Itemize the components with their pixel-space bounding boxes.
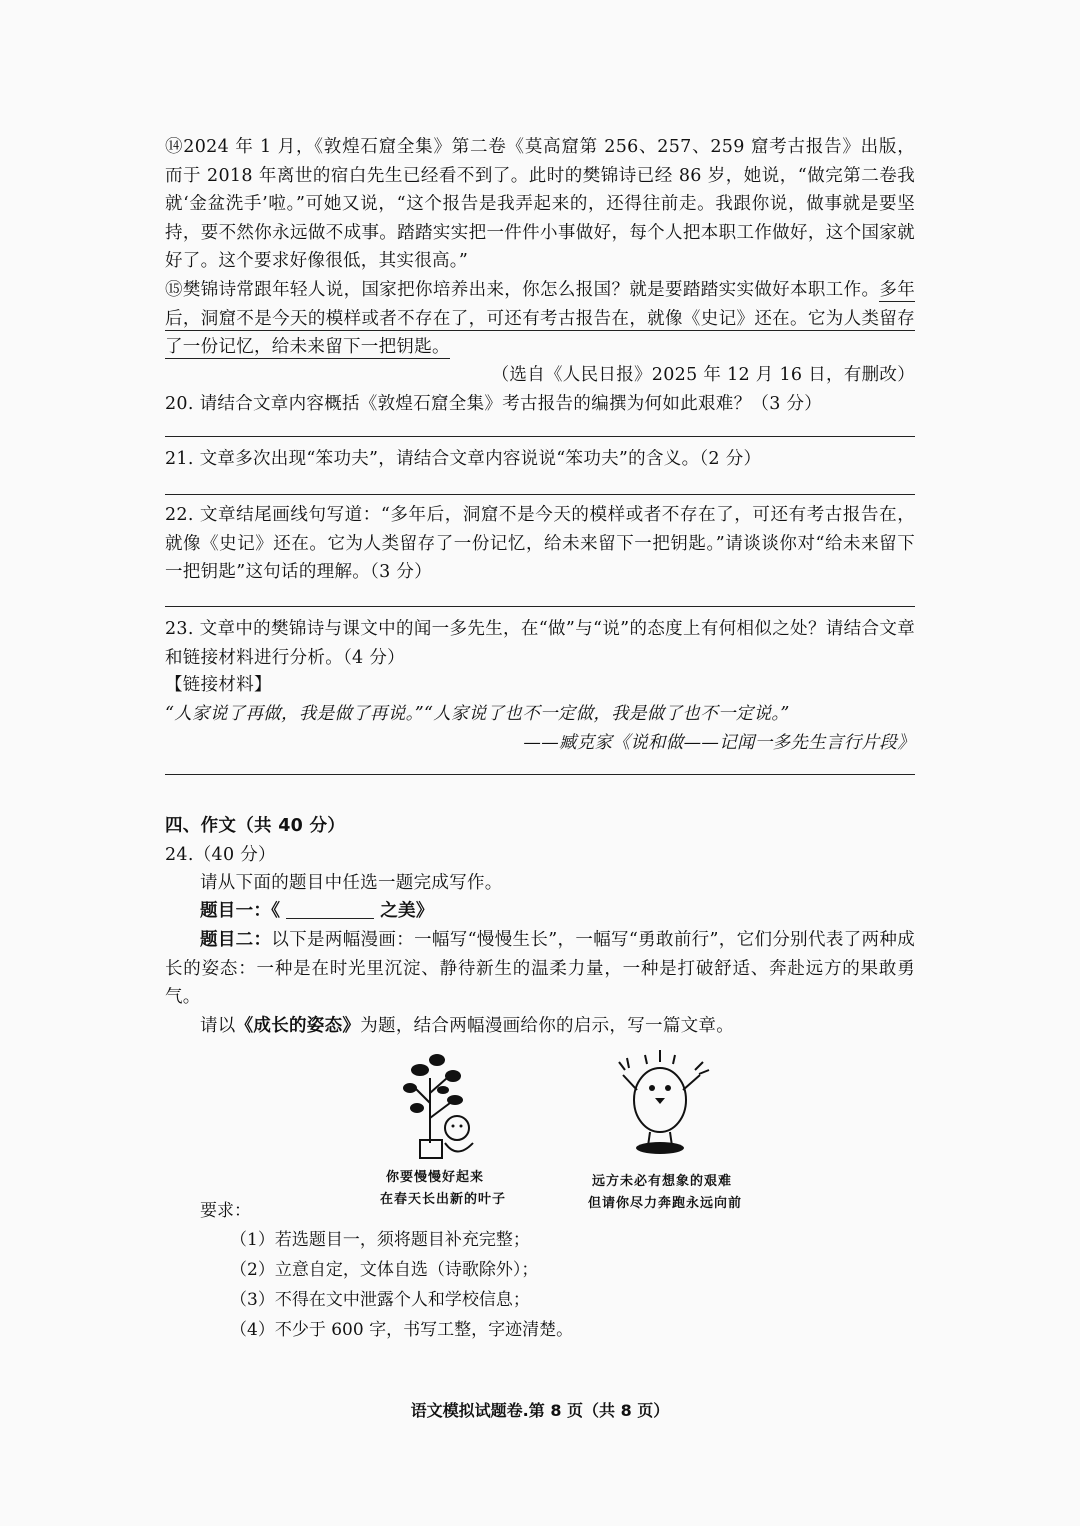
cartoon1-caption-line1: 你要慢慢好起来 bbox=[386, 1170, 485, 1185]
page-footer: 语文模拟试题卷.第 8 页（共 8 页） bbox=[410, 1401, 670, 1420]
topic-two-label: 题目二： bbox=[200, 930, 272, 950]
requirement-4: （4）不少于 600 字，书写工整，字迹清楚。 bbox=[230, 1320, 574, 1340]
paragraph-15 bbox=[165, 276, 915, 362]
topic-one-suffix: 之美》 bbox=[380, 901, 434, 921]
prompt-pre: 请以 bbox=[200, 1016, 236, 1036]
topic-one-label: 题目一：《 bbox=[200, 901, 281, 921]
cartoon-slow-growth bbox=[395, 1048, 495, 1163]
topic-one bbox=[200, 897, 915, 926]
link-material-quote: “人家说了再做，我是做了再说。”“人家说了也不一定做，我是做了也不一定说。” bbox=[165, 704, 790, 724]
question-24: 24.（40 分） bbox=[165, 845, 276, 865]
answer-line-20[interactable] bbox=[165, 436, 915, 437]
passage-source: （选自《人民日报》2025 年 12 月 16 日，有删改） bbox=[491, 365, 915, 385]
answer-line-21[interactable] bbox=[165, 494, 915, 495]
prompt-post: 为题，结合两幅漫画给你的启示，写一篇文章。 bbox=[360, 1016, 735, 1036]
requirement-2: （2）立意自定，文体自选（诗歌除外）； bbox=[230, 1260, 539, 1280]
essay-section-title: 四、作文（共 40 分） bbox=[165, 816, 346, 836]
link-material-title: 【链接材料】 bbox=[165, 675, 272, 695]
question-23: 23. 文章中的樊锦诗与课文中的闻一多先生，在“做”与“说”的态度上有何相似之处？请结合文章和链接材料进行分析。（4 分） bbox=[165, 619, 915, 668]
topic-two-text: 以下是两幅漫画：一幅写“慢慢生长”，一幅写“勇敢前行”，它们分别代表了两种成长的姿态：一种是在时光里沉淀、静待新生的温柔力量，一种是打破舒适、奔赴远方的果敢勇气。 bbox=[165, 930, 915, 1007]
paragraph-14: ⑭2024 年 1 月，《敦煌石窟全集》第二卷《莫高窟第 256、257、259 窟考古报告》出版，而于 2018 年离世的宿白先生已经看不到了。此时的樊锦诗已经 86 岁，她说，“做完第二卷我就‘金盆洗手’啦。”可她又说，“这个报告是我弄起来的，还得往前走。我跟你说，做事就是要坚持，要不然你永远做不成事。踏踏实实把一件件小事做好，每个人把本职工作做好，这个国家就好了。这个要求好像很低，其实很高。” bbox=[165, 137, 915, 271]
prompt-title: 《成长的姿态》 bbox=[235, 1016, 361, 1036]
cartoon2-caption-line2: 但请你尽力奔跑永远向前 bbox=[588, 1196, 743, 1211]
underlined-sentence: 多年后，洞窟不是今天的模样或者不存在了，可还有考古报告在，就像《史记》还在。它为人类留存了一份记忆，给未来留下一把钥匙。 bbox=[165, 280, 916, 357]
essay-instruction: 请从下面的题目中任选一题完成写作。 bbox=[200, 873, 503, 893]
question-20: 20. 请结合文章内容概括《敦煌石窟全集》考古报告的编撰为何如此艰难？（3 分） bbox=[165, 394, 823, 414]
cartoon1-caption-line2: 在春天长出新的叶子 bbox=[380, 1192, 507, 1207]
cartoon-brave-forward bbox=[615, 1050, 715, 1165]
cartoon2-caption-line1: 远方未必有想象的艰难 bbox=[592, 1174, 733, 1189]
answer-line-22[interactable] bbox=[165, 606, 915, 607]
essay-prompt bbox=[200, 1012, 915, 1041]
requirement-3: （3）不得在文中泄露个人和学校信息； bbox=[230, 1290, 530, 1310]
requirement-1: （1）若选题目一，须将题目补充完整； bbox=[230, 1230, 530, 1250]
question-21: 21. 文章多次出现“笨功夫”，请结合文章内容说说“笨功夫”的含义。（2 分） bbox=[165, 449, 762, 469]
link-material-source: ——臧克家《说和做——记闻一多先生言行片段》 bbox=[523, 733, 915, 753]
paragraph-15-text: ⑮樊锦诗常跟年轻人说，国家把你培养出来，你怎么报国？就是要踏踏实实做好本职工作。 bbox=[165, 280, 880, 300]
topic-one-blank[interactable] bbox=[286, 900, 374, 919]
question-22: 22. 文章结尾画线句写道：“多年后，洞窟不是今天的模样或者不存在了，可还有考古报告在，就像《史记》还在。它为人类留存了一份记忆，给未来留下一把钥匙。”请谈谈你对“给未来留下一把钥匙”这句话的理解。（3 分） bbox=[165, 505, 915, 582]
answer-line-23[interactable] bbox=[165, 774, 915, 775]
requirements-title: 要求： bbox=[200, 1201, 251, 1221]
topic-two bbox=[165, 926, 915, 1012]
